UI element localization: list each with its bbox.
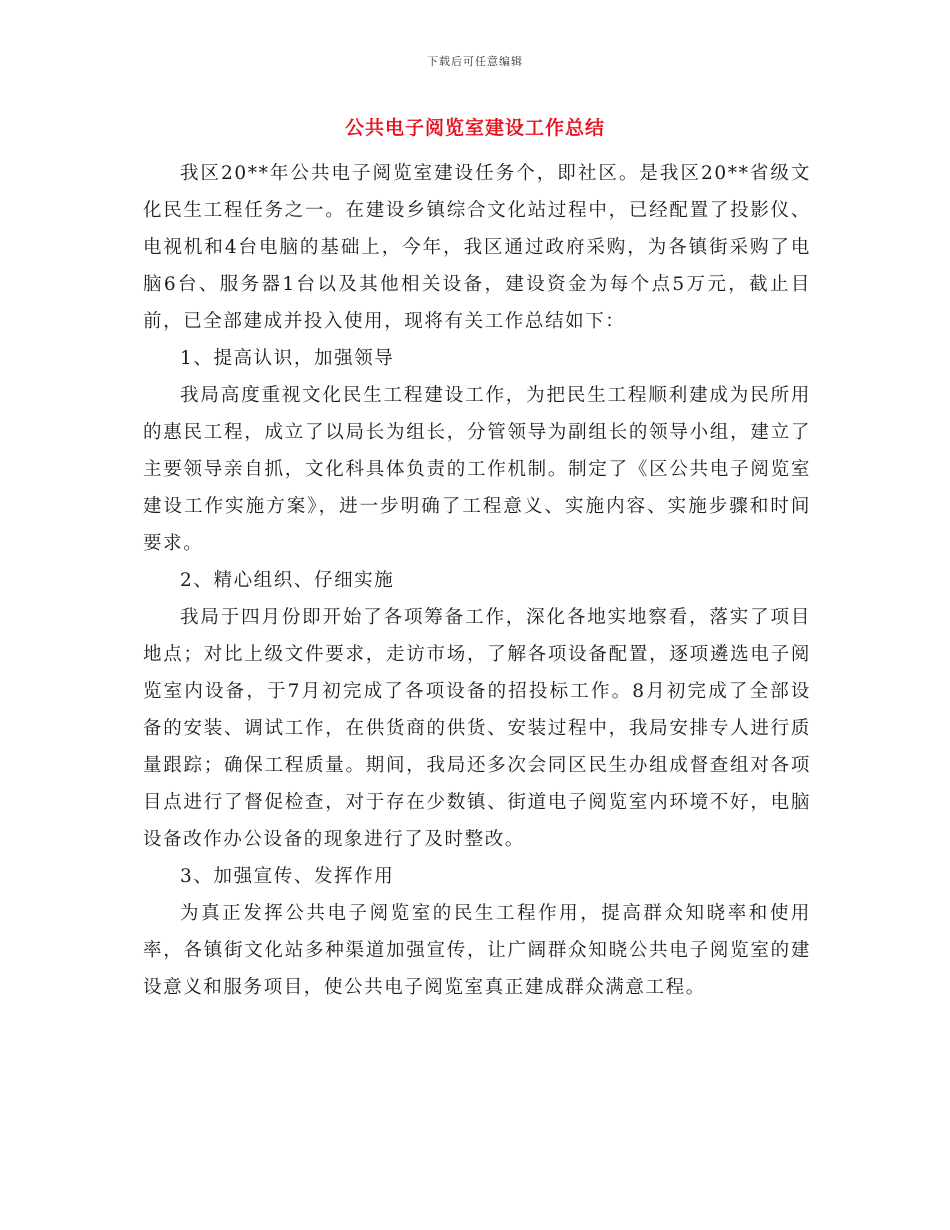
section-paragraph-3: 为真正发挥公共电子阅览室的民生工程作用，提高群众知晓率和使用率，各镇街文化站多种渠道加强宣传，让广阔群众知晓公共电子阅览室的建设意义和服务项目，使公共电子阅览室真正建成群众满意工程。 bbox=[143, 903, 811, 998]
document-body bbox=[143, 155, 811, 1006]
document-title: 公共电子阅览室建设工作总结 bbox=[344, 117, 605, 139]
section-heading-3: 3、加强宣传、发挥作用 bbox=[180, 866, 395, 887]
section-paragraph-2: 我局于四月份即开始了各项筹备工作，深化各地实地察看，落实了项目地点；对比上级文件要求，走访市场，了解各项设备配置，逐项遴选电子阅览室内设备，于7月初完成了各项设备的招投标工作。8月初完成了全部设备的安装、调试工作，在供货商的供货、安装过程中，我局安排专人进行质量跟踪；确保工程质量。期间，我局还多次会同区民生办组成督查组对各项目点进行了督促检查，对于存在少数镇、街道电子阅览室内环境不好，电脑设备改作办公设备的现象进行了及时整改。 bbox=[143, 607, 811, 850]
header-note: 下载后可任意编辑 bbox=[427, 55, 523, 68]
intro-paragraph: 我区20**年公共电子阅览室建设任务个，即社区。是我区20**省级文化民生工程任务之一。在建设乡镇综合文化站过程中，已经配置了投影仪、电视机和4台电脑的基础上，今年，我区通过政府采购，为各镇街采购了电脑6台、服务器1台以及其他相关设备，建设资金为每个点5万元，截止目前，已全部建成并投入使用，现将有关工作总结如下： bbox=[143, 163, 811, 332]
section-heading-2: 2、精心组织、仔细实施 bbox=[180, 570, 395, 591]
section-paragraph-1: 我局高度重视文化民生工程建设工作，为把民生工程顺利建成为民所用的惠民工程，成立了以局长为组长，分管领导为副组长的领导小组，建立了主要领导亲自抓，文化科具体负责的工作机制。制定了《区公共电子阅览室建设工作实施方案》，进一步明确了工程意义、实施内容、实施步骤和时间要求。 bbox=[143, 385, 811, 554]
section-heading-1: 1、提高认识，加强领导 bbox=[180, 348, 395, 369]
